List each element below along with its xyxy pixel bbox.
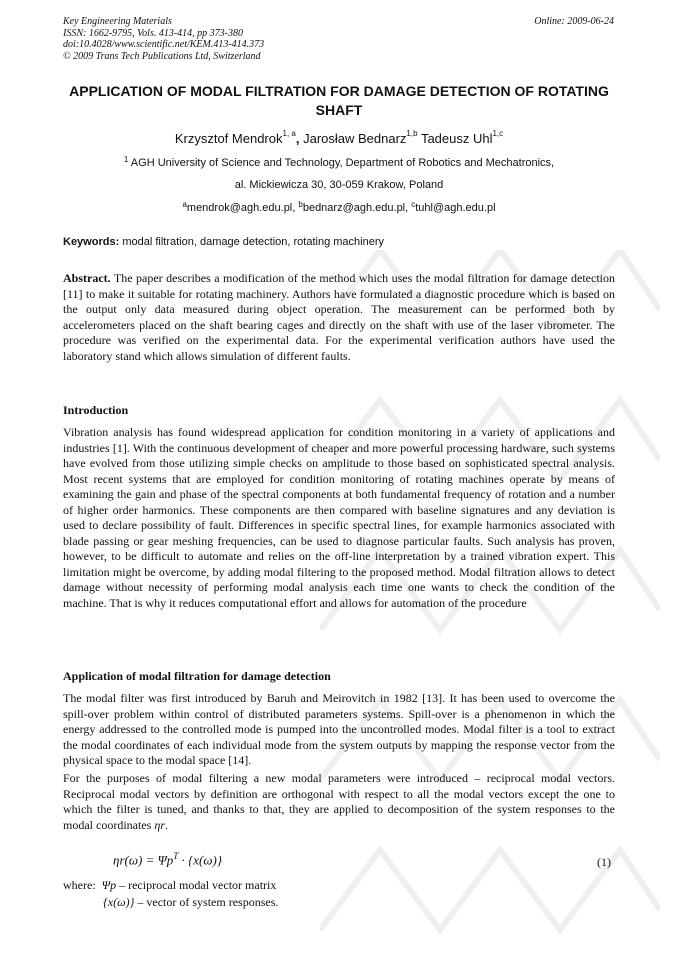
journal-header: [63, 16, 264, 62]
introduction-text: Vibration analysis has found widespread application for condition monitoring in a variety of applications and industries [1]. With the continuous development of cheaper and more powerful processing hardware, such systems have evolved from those utilizing simple checks on amplitude to those based on sophisticated spectral analysis. Most recent systems that are employed for condition monitoring of rotating machines operate by means of examining the gain and phase of the spectral components at both fundamental frequency of rotation and a number of higher order harmonics. These components are then compared with baseline signatures and any deviation is used to declare possibility of fault. Differences in specific spectral lines, for example harmonics associated with blade passing or gear meshing frequencies, can be used to diagnose particular faults. Such analysis has proven, however, to be difficult to automate and relies on the off-line interpretation by a trained vibration expert. This limitation might be overcome, by adding modal filtering to the proposed method. Modal filtration allows to detect damage without necessity of performing modal analysis each time one wants to check the condition of the machine. That is why it reduces computational effort and allows for automation of the procedure: [63, 425, 615, 610]
abstract: [63, 271, 615, 364]
equation-number: (1): [597, 855, 611, 869]
equation-transpose: T: [173, 851, 179, 861]
author-2: Jarosław Bednarz: [303, 131, 407, 146]
author-1-affil: 1, a: [282, 129, 296, 138]
online-date: Online: 2009-06-24: [534, 16, 614, 27]
abstract-text: The paper describes a modification of the method which uses the modal filtration for damage detection [11] to make it suitable for rotating machinery. Authors have formulated a diagnostic procedure which is based on the output only data measured during object operation. The measurement can be performed both by accelerometers placed on the shaft bearing cages and directly on the shaft with use of the laser vibrometer. The procedure was verified on the experimental data. For the experimental verification authors have used the laboratory stand which allows simulation of different faults.: [63, 271, 615, 363]
affiliation-address: al. Mickiewicza 30, 30-059 Krakow, Poland: [234, 179, 444, 191]
author-separator: ,: [295, 131, 300, 146]
eta-symbol: ηr: [154, 817, 165, 832]
affiliation-sup: 1: [123, 155, 129, 164]
keywords-line: [63, 236, 384, 248]
section-heading-modal-filtration: Application of modal filtration for damage detection: [63, 669, 331, 683]
where-symbol-2: {x(ω)}: [103, 895, 135, 909]
where-desc-2: – vector of system responses.: [137, 895, 279, 909]
issn-line: ISSN: 1662-9795, Vols. 413-414, pp 373-380: [63, 27, 243, 39]
where-symbol-1: Ψp: [101, 878, 117, 892]
where-desc-1: – reciprocal modal vector matrix: [119, 878, 277, 892]
author-2-affil: 1,b: [406, 129, 418, 138]
doi-line: doi:10.4028/www.scientific.net/KEM.413-414.373: [63, 39, 265, 50]
abstract-label: Abstract.: [63, 271, 111, 285]
equation-lhs: ηr(ω) = Ψp: [113, 852, 174, 868]
section-paragraph-2: [63, 771, 615, 833]
where-block: [63, 877, 278, 911]
equation-rhs: · {x(ω)}: [181, 852, 223, 868]
equation-1: [113, 851, 222, 868]
copyright-line: © 2009 Trans Tech Publications Ltd, Switzerland: [63, 50, 261, 62]
affiliation-institution: AGH University of Science and Technology, Department of Robotics and Mechatronics,: [130, 157, 555, 169]
email-c[interactable]: tuhl@agh.edu.pl: [415, 202, 496, 214]
where-label: where:: [63, 878, 96, 892]
section-paragraph-1: The modal filter was first introduced by Baruh and Meirovitch in 1982 [13]. It has been used to overcome the spill-over problem within control of distributed parameters systems. Spill-over is a phenomenon in which the energy addressed to the controlled mode is pumped into the uncontrolled modes. Modal filter is a tool to extract the modal coordinates of each individual mode from the system outputs by mapping the response vector from the physical space to the modal space [14].: [63, 691, 615, 767]
paper-title: APPLICATION OF MODAL FILTRATION FOR DAMAGE DETECTION OF ROTATING SHAFT: [69, 83, 609, 118]
author-3-affil: 1,c: [492, 129, 504, 138]
email-b[interactable]: bednarz@agh.edu.pl,: [302, 202, 409, 214]
author-list: [0, 131, 678, 146]
keywords-label: Keywords:: [63, 236, 120, 248]
keywords-text: modal filtration, damage detection, rotating machinery: [122, 236, 385, 248]
email-a[interactable]: mendrok@agh.edu.pl,: [186, 202, 296, 214]
email-c-sup: c: [411, 200, 416, 209]
journal-name: Key Engineering Materials: [63, 16, 172, 27]
email-line: [0, 202, 678, 214]
affiliation-line-1: [0, 157, 678, 169]
author-1: Krzysztof Mendrok: [174, 131, 283, 146]
introduction-heading: Introduction: [63, 403, 129, 417]
email-a-sup: a: [182, 200, 187, 209]
paragraph-end: .: [164, 817, 168, 832]
email-b-sup: b: [298, 200, 303, 209]
section-paragraph-2-text: For the purposes of modal filtering a new modal parameters were introduced – reciprocal modal vectors. Reciprocal modal vectors by definition are orthogonal with respect to all the modal vectors except the one to which the filter is tuned, and thanks to that, they are applied to decomposition of the system responses to the modal coordinates: [63, 771, 615, 832]
author-3: Tadeusz Uhl: [420, 131, 493, 146]
